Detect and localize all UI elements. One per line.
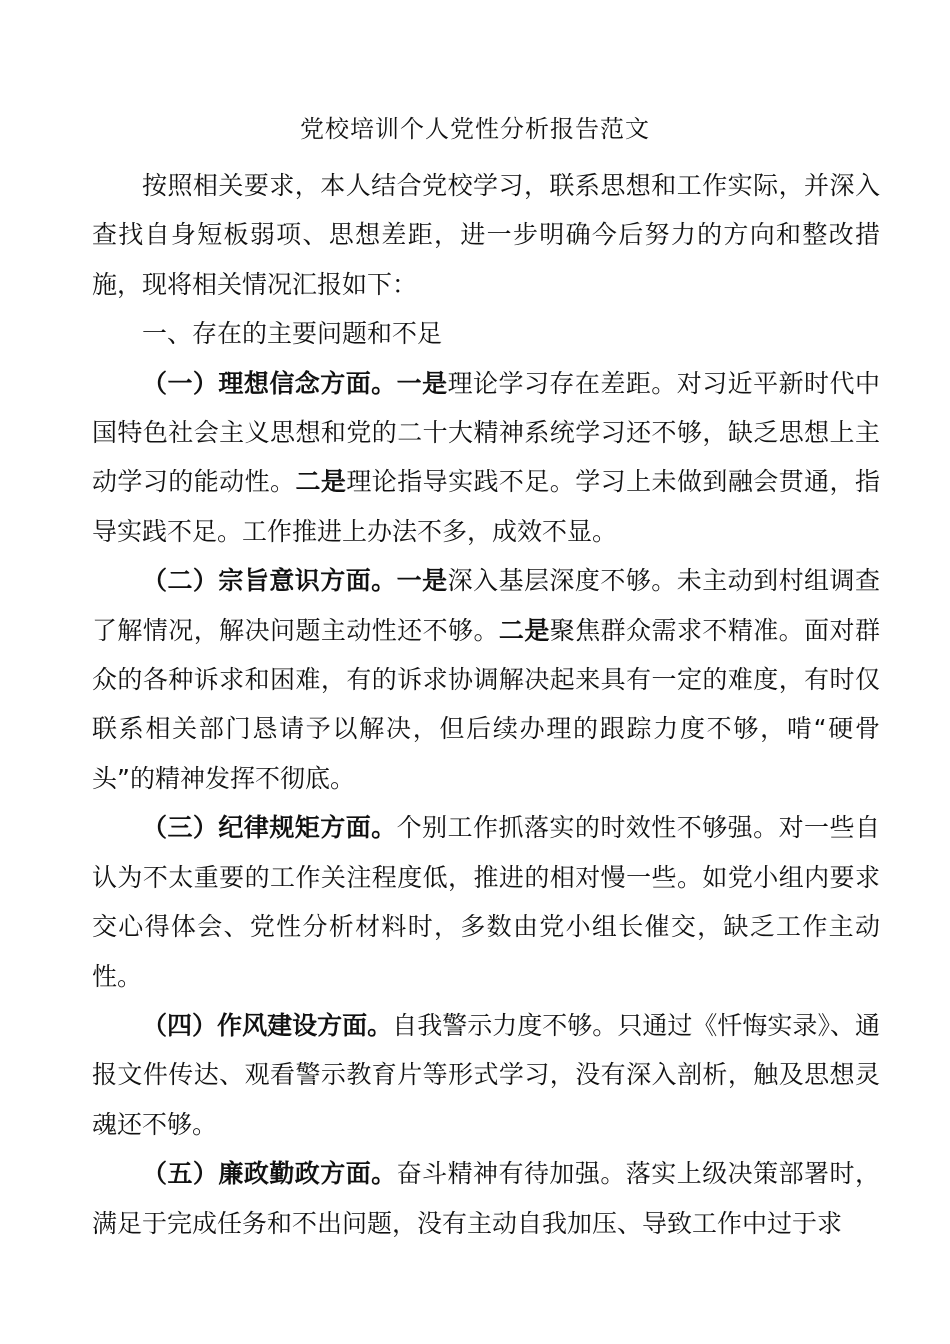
point-label: 二是 [295,467,347,497]
point-label: 一是 [396,566,448,596]
item-text: 个别工作抓落实的时效性不够强。对一些自认为不太重要的工作关注程度低，推进的相对慢一些。如党小组内要求交心得体会、党性分析材料时，多数由党小组长催交，缺乏工作主动性。 [92,813,880,991]
point-text: 理论指导实践不足。学习上未做到融会贯通，指导实践不足。工作推进上办法不多，成效不显。 [92,467,880,546]
document-title: 党校培训个人党性分析报告范文 [300,115,650,143]
item-text: 奋斗精神有待加强。落实上级决策部署时，满足于完成任务和不出问题，没有主动自我加压、导致工作中过于求 [92,1159,880,1238]
item-heading: （三）纪律规矩方面。 [142,813,397,843]
intro-paragraph: 按照相关要求，本人结合党校学习，联系思想和工作实际，并深入查找自身短板弱项、思想差距，进一步明确今后努力的方向和整改措施，现将相关情况汇报如下： [92,171,880,299]
item-heading: （一）理想信念方面。 [142,368,397,398]
item-heading: （四）作风建设方面。 [142,1010,393,1040]
section-heading-problems: 一、存在的主要问题和不足 [142,319,443,349]
item-heading: （五）廉政勤政方面。 [142,1159,397,1189]
item-text: 自我警示力度不够。只通过《忏悔实录》、通报文件传达、观看警示教育片等形式学习，没有深入剖析，触及思想灵魂还不够。 [92,1010,880,1139]
document-body [92,161,880,1248]
item-heading: （二）宗旨意识方面。 [142,566,397,596]
paragraph-purpose-awareness [92,556,880,803]
paragraph-work-style [92,1001,880,1149]
paragraph-discipline-rules [92,803,880,1001]
paragraph-integrity-diligence [92,1149,880,1248]
point-label: 二是 [498,615,550,645]
point-text: 聚焦群众需求不精准。面对群众的各种诉求和困难，有的诉求协调解决起来具有一定的难度，有时仅联系相关部门恳请予以解决，但后续办理的跟踪力度不够，啃“硬骨头”的精神发挥不彻底。 [92,615,880,793]
point-label: 一是 [396,368,448,398]
point-text: 深入基层深度不够。未主动到村组调查了解情况，解决问题主动性还不够。 [92,566,880,645]
paragraph-ideals-beliefs [92,359,880,557]
point-text: 理论学习存在差距。对习近平新时代中国特色社会主义思想和党的二十大精神系统学习还不够，缺乏思想上主动学习的能动性。 [92,368,880,497]
